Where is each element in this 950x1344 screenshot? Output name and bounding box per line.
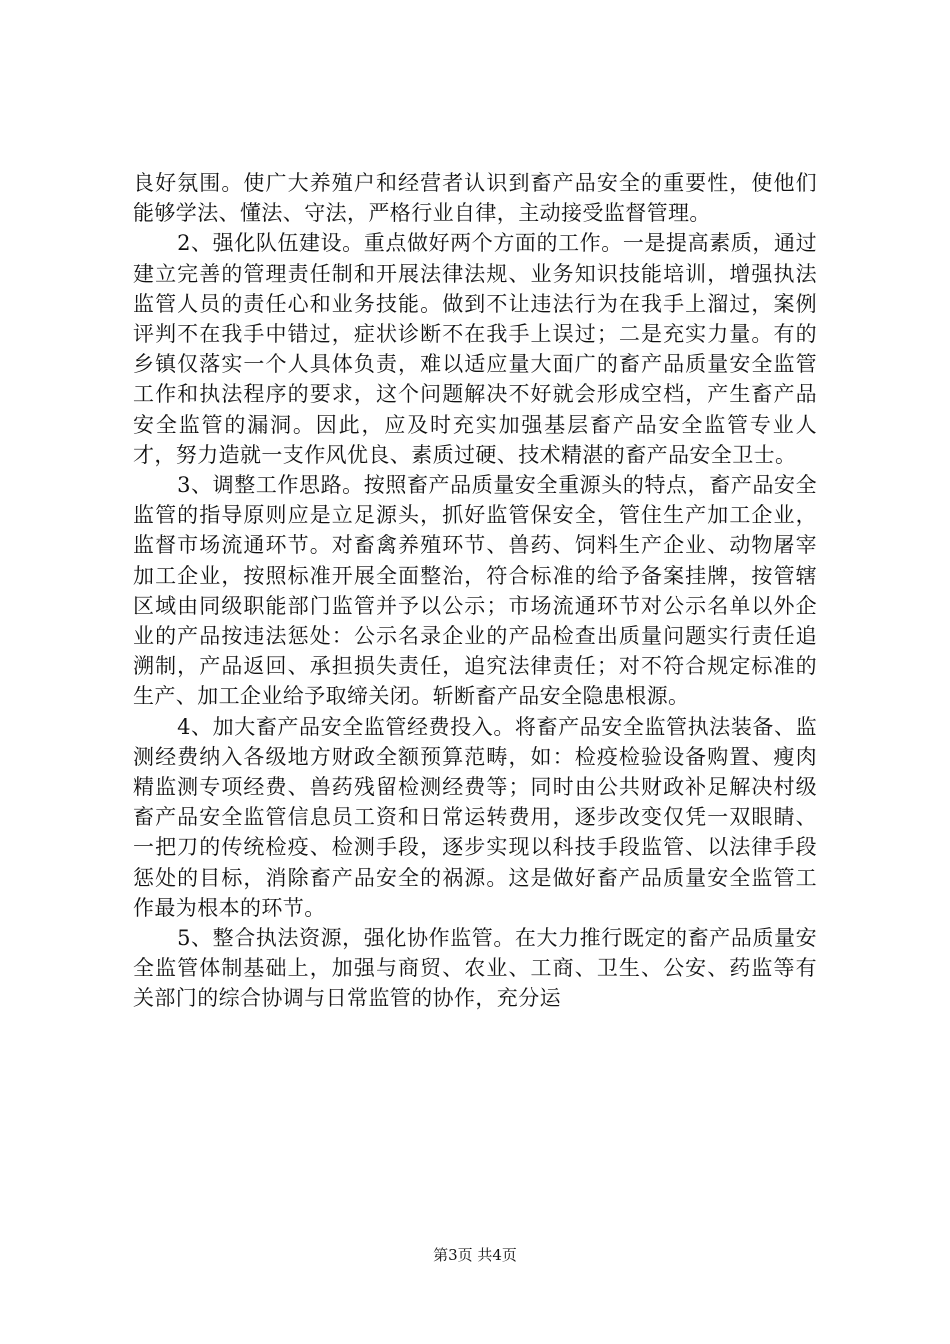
paragraph-enforcement-resources: 5、整合执法资源，强化协作监管。在大力推行既定的畜产品质量安全监管体制基础上，加强与商贸、农业、工商、卫生、公安、药监等有关部门的综合协调与日常监管的协作，充分运 (133, 926, 817, 1011)
page-footer: 第3页 共4页 (433, 1246, 517, 1264)
paragraph-funding: 4、加大畜产品安全监管经费投入。将畜产品安全监管执法装备、监测经费纳入各级地方财政全额预算范畴，如：检疫检验设备购置、瘦肉精监测专项经费、兽药残留检测经费等；同时由公共财政补足解决村级畜产品安全监管信息员工资和日常运转费用，逐步改变仅凭一双眼睛、一把刀的传统检疫、检测手段，逐步实现以科技手段监管、以法律手段惩处的目标，消除畜产品安全的祸源。这是做好畜产品质量安全监管工作最为根本的环节。 (133, 714, 817, 920)
paragraph-continuation: 良好氛围。使广大养殖户和经营者认识到畜产品安全的重要性，使他们能够学法、懂法、守法，严格行业自律，主动接受监督管理。 (133, 171, 817, 226)
paragraph-work-approach: 3、调整工作思路。按照畜产品质量安全重源头的特点，畜产品安全监管的指导原则应是立足源头，抓好监管保安全，管住生产加工企业，监督市场流通环节。对畜禽养殖环节、兽药、饲料生产企业、动物屠宰加工企业，按照标准开展全面整治，符合标准的给予备案挂牌，按管辖区域由同级职能部门监管并予以公示；市场流通环节对公示名单以外企业的产品按违法惩处：公示名录企业的产品检查出质量问题实行责任追溯制，产品返回、承担损失责任，追究法律责任；对不符合规定标准的生产、加工企业给予取缔关闭。斩断畜产品安全隐患根源。 (133, 473, 817, 709)
paragraph-team-building: 2、强化队伍建设。重点做好两个方面的工作。一是提高素质，通过建立完善的管理责任制和开展法律法规、业务知识技能培训，增强执法监管人员的责任心和业务技能。做到不让违法行为在我手上溜过，案例评判不在我手中错过，症状诊断不在我手上误过；二是充实力量。有的乡镇仅落实一个人具体负责，难以适应量大面广的畜产品质量安全监管工作和执法程序的要求，这个问题解决不好就会形成空档，产生畜产品安全监管的漏洞。因此，应及时充实加强基层畜产品安全监管专业人才，努力造就一支作风优良、素质过硬、技术精湛的畜产品安全卫士。 (133, 231, 817, 467)
document-body (133, 168, 817, 1014)
